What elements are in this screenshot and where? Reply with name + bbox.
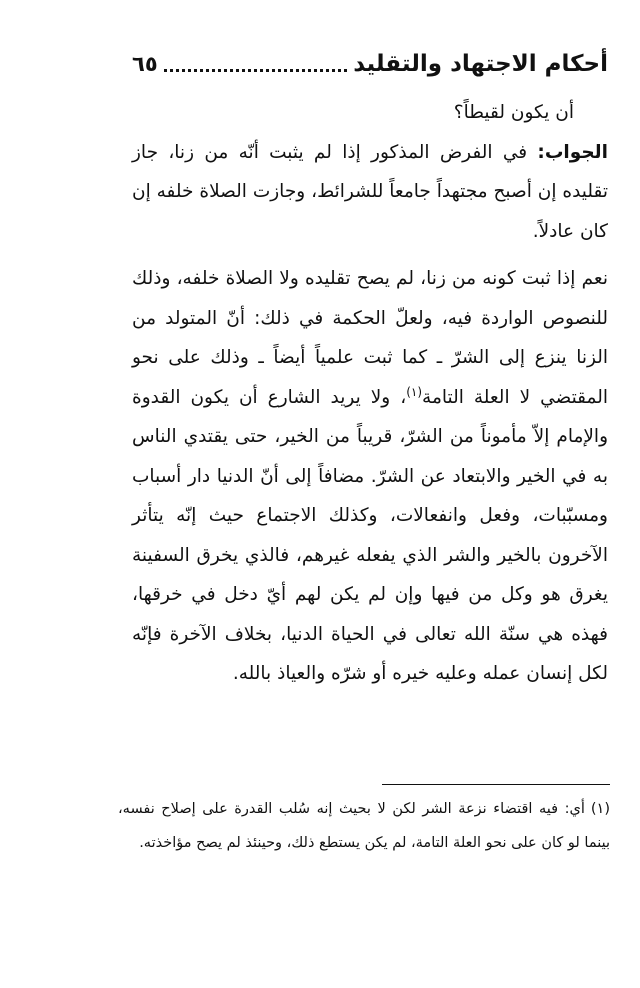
page-header <box>132 46 608 82</box>
footnote-separator <box>382 784 610 785</box>
main-text <box>132 93 608 694</box>
footnote-text: أي: فيه اقتضاء نزعة الشر لكن لا بحيث إنه سُلب القدرة على إصلاح نفسه، بينما لو كان على نحو العلة التامة، لم يكن يستطع ذلك، وحينئذ لم يصح مؤاخذته. <box>118 801 610 851</box>
answer-paragraph <box>132 133 608 252</box>
explanation-paragraph <box>132 259 608 694</box>
page-number: ٦٥ <box>132 52 158 76</box>
header-dot-leader <box>164 69 348 72</box>
explanation-text-start: نعم إذا ثبت كونه من زنا، لم يصح تقليده ولا الصلاة خلفه، وذلك للنصوص الواردة فيه، ولعلّ الحكمة في ذلك: أنّ المتولد من الزنا ينزع إلى الشرّ ـ كما ثبت علمياً أيضاً ـ وذلك على نحو المقتضي لا العلة التامة <box>132 268 608 408</box>
footnote-item <box>118 792 610 860</box>
footnotes <box>118 792 610 860</box>
question-tail: أن يكون لقيطاً؟ <box>453 102 574 123</box>
answer-text: في الفرض المذكور إذا لم يثبت أنّه من زنا، جاز تقليده إن أصبح مجتهداً جامعاً للشرائط، وجازت الصلاة خلفه إن كان عادلاً. <box>132 141 608 242</box>
footnote-marker: (١) <box>590 801 610 817</box>
footnote-reference: (١) <box>406 384 423 399</box>
explanation-text-end: ، ولا يريد الشارع أن يكون القدوة والإمام إلاّ مأموناً من الشرّ، قريباً من الخير، حتى يقتدي الناس به في الخير والابتعاد عن الشرّ. مضافاً إلى أنّ الدنيا دار أسباب ومسبّبات، وفعل وانفعالات، وكذلك الاجتماع حيث إنّه يتأثر الآخرون بالخير والشر الذي يفعله غيرهم، فالذي يخرق السفينة يغرق هو وكل من فيها وإن لم يكن لهم أيّ دخل في خرقها، فهذه هي سنّة الله تعالى في الحياة الدنيا، بخلاف الآخرة فإنّه لكل إنسان عمله وعليه خيره أو شرّه والعياذ بالله. <box>132 386 608 684</box>
running-title: أحكام الاجتهاد والتقليد <box>353 51 608 77</box>
answer-label: الجواب: <box>537 141 608 163</box>
